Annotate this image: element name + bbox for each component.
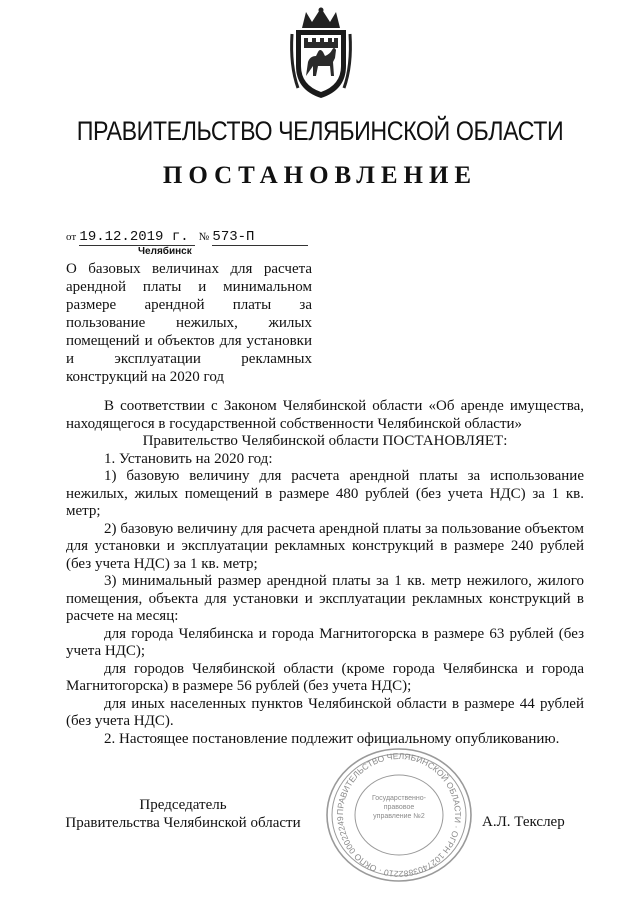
paragraph-intro: В соответствии с Законом Челябинской области «Об аренде имущества, находящегося в государственной собственности Челябинской области» [66,398,584,432]
paragraph-item-1-3-c: для иных населенных пунктов Челябинской области в размере 44 рублей (без учета НДС). [66,695,584,729]
paragraph-item-1-2: 2) базовую величину для расчета арендной платы за пользование объектом для установки и эксплуатации рекламных конструкций в размере 240 рублей (без учета НДС) за 1 кв. метр; [66,520,584,572]
paragraph-item-1-3-b: для городов Челябинской области (кроме города Челябинска и города Магнитогорска) в размере 56 рублей (без учета НДС); [66,660,584,694]
government-title: ПРАВИТЕЛЬСТВО ЧЕЛЯБИНСКОЙ ОБЛАСТИ [76,116,564,146]
paragraph-decree: Правительство Челябинской области ПОСТАНОВЛЯЕТ: [142,433,508,449]
paragraph-item-1-3-a: для города Челябинска и города Магнитогорска в размере 63 рублей (без учета НДС); [66,625,584,659]
document-date: 19.12.2019 г. [79,229,195,246]
position-line-2: Правительства Челябинской области [65,815,301,831]
paragraph-item-1-3: 3) минимальный размер арендной платы за 1 кв. метр нежилого, жилого помещения, объекта для установки и эксплуатации рекламных конструкций в расчете на месяц: [66,573,584,624]
stamp-ring-text: ПРАВИТЕЛЬСТВО ЧЕЛЯБИНСКОЙ ОБЛАСТИ · ОГРН 1027403882210 · ОКПО 00022249 [334,750,464,880]
date-prefix: от [66,231,77,243]
paragraph-item-2: 2. Настоящее постановление подлежит официальному опубликованию. [104,730,560,747]
signatory-position [58,796,308,832]
coat-of-arms-emblem [288,6,354,102]
document-subject: О базовых величинах для расчета арендной платы и минимальном размере арендной платы за пользование нежилых, жилых помещений и объектов для установки и эксплуатации рекламных конструкций на 2020 год [66,261,312,385]
signatory-name: А.Л. Текслер [482,814,565,830]
official-stamp [322,744,476,886]
document-number: 573-П [212,229,308,246]
number-prefix: № [198,231,210,243]
date-number-row [66,228,308,246]
issue-city: Челябинск [138,246,192,257]
document-type-title: ПОСТАНОВЛЕНИЕ [162,162,478,189]
document-body [66,398,584,748]
paragraph-item-1: 1. Установить на 2020 год: [104,450,273,467]
paragraph-item-1-1: 1) базовую величину для расчета арендной платы за использование нежилых, жилых помещений в размере 480 рублей (без учета НДС) за 1 кв. метр; [66,468,584,519]
position-line-1: Председатель [139,797,227,813]
stamp-center-text: Государственно-правовое управление №2 [371,795,427,820]
